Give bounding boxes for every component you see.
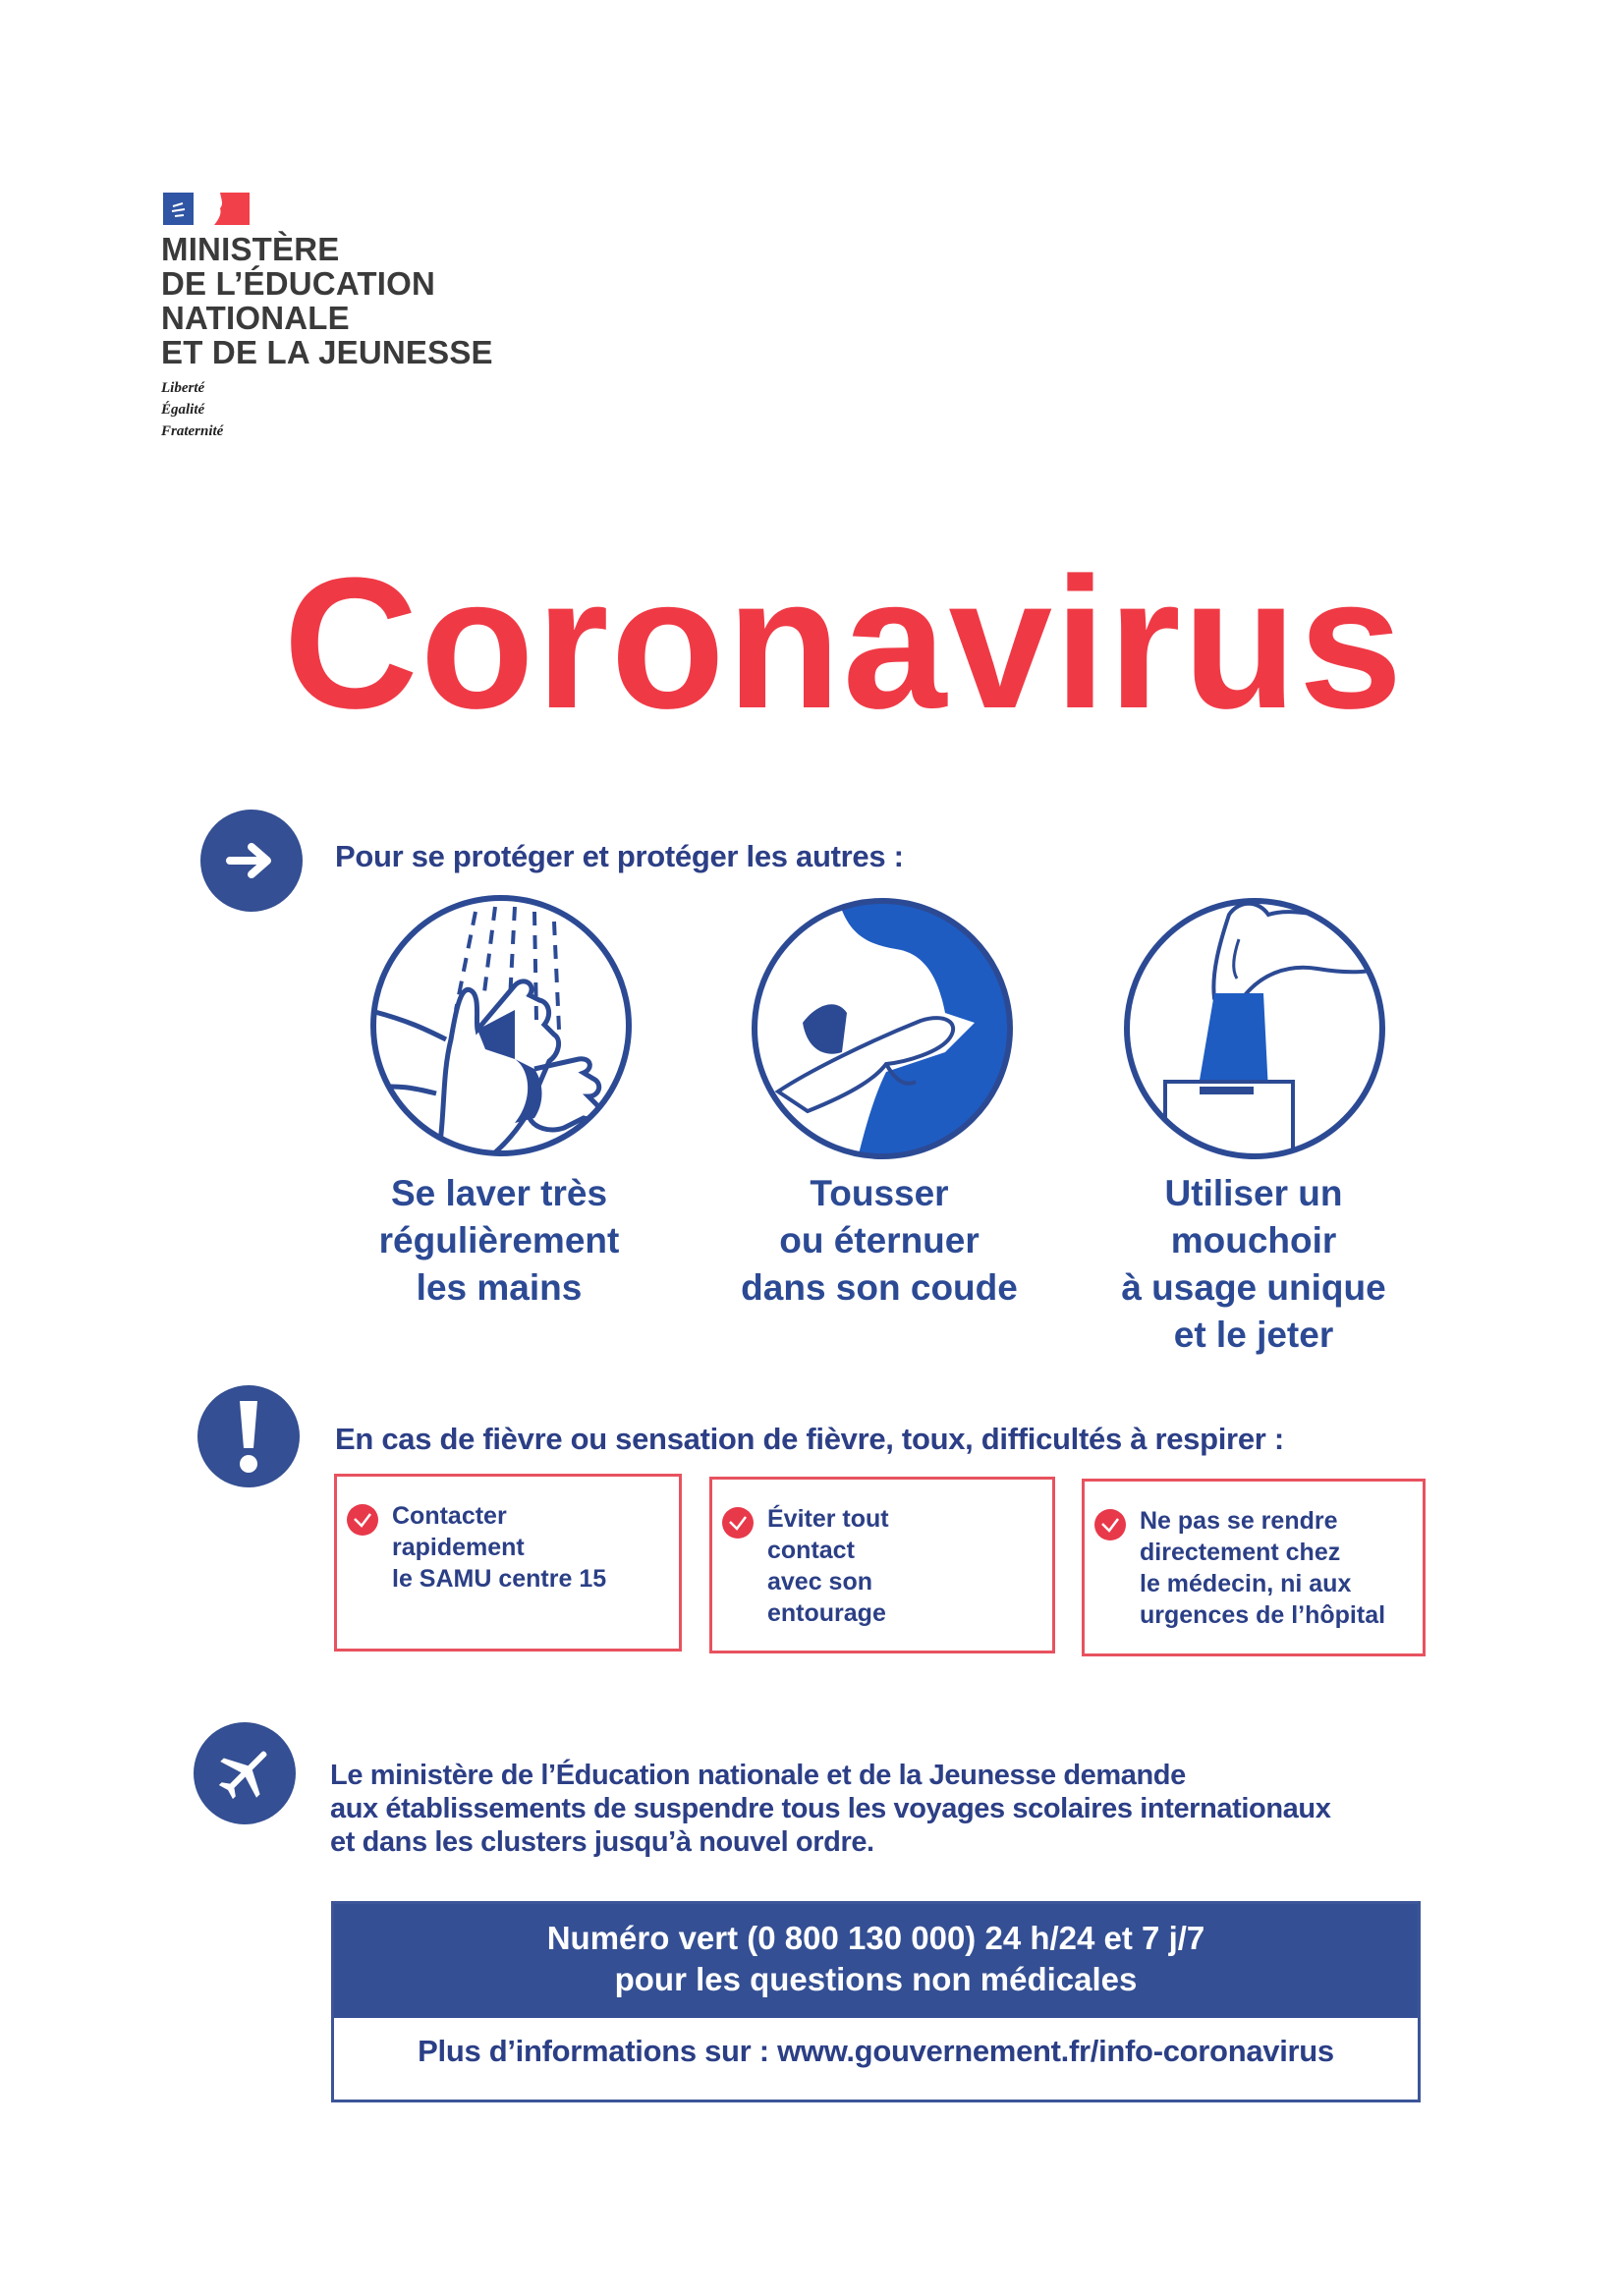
hotline-subtitle: pour les questions non médicales [614, 1961, 1138, 1997]
page-title: Coronavirus [283, 539, 1405, 748]
action-text [767, 1503, 889, 1629]
ministry-line: ET DE LA JEUNESSE [161, 334, 493, 370]
check-icon [1094, 1509, 1126, 1540]
action-line: avec son [767, 1568, 873, 1596]
marianne-flag-logo [163, 193, 250, 225]
caption-line: et le jeter [1173, 1315, 1334, 1355]
caption-line: Utiliser un [1164, 1173, 1343, 1213]
action-line: urgences de l’hôpital [1140, 1601, 1386, 1629]
cough-in-elbow-illustration [749, 895, 1016, 1162]
caption-line: régulièrement [378, 1220, 620, 1260]
action-line: le médecin, ni aux [1140, 1570, 1352, 1597]
caption-line: ou éternuer [779, 1220, 980, 1260]
republic-motto [161, 377, 223, 442]
action-line: Ne pas se rendre [1140, 1507, 1338, 1535]
travel-line: et dans les clusters jusqu’à nouvel ordre. [330, 1826, 874, 1858]
action-box-avoid-contact [709, 1477, 1055, 1653]
flag-icon [163, 193, 250, 225]
action-box-no-doctor-visit [1082, 1479, 1426, 1656]
action-line: directement chez [1140, 1539, 1341, 1566]
hand-washing-illustration [367, 892, 635, 1159]
hotline-banner [334, 1904, 1418, 2018]
action-line: rapidement [392, 1534, 525, 1561]
airplane-icon [194, 1722, 296, 1824]
ministry-line: NATIONALE [161, 300, 350, 336]
caption-line: Tousser [810, 1173, 949, 1213]
action-line: contact [767, 1537, 855, 1564]
action-line: le SAMU centre 15 [392, 1565, 607, 1593]
action-line: entourage [767, 1599, 886, 1627]
more-info-link[interactable]: Plus d’informations sur : www.gouvernement.fr/info-coronavirus [418, 2034, 1334, 2068]
gesture-caption-handwash [332, 1170, 666, 1312]
motto-egalite: Égalité [161, 402, 205, 418]
tissue-box-illustration [1121, 895, 1388, 1162]
check-icon [347, 1504, 378, 1536]
gesture-caption-cough [712, 1170, 1046, 1312]
action-line: Éviter tout [767, 1505, 889, 1533]
arrow-right-icon [200, 810, 303, 912]
hotline-number: Numéro vert (0 800 130 000) 24 h/24 et 7 j/7 [546, 1920, 1205, 1956]
motto-fraternite: Fraternité [161, 423, 224, 439]
gesture-caption-tissue [1087, 1170, 1421, 1359]
info-box [331, 1901, 1421, 2102]
action-text [1140, 1505, 1385, 1631]
ministry-name [161, 232, 493, 369]
action-box-call-samu [334, 1474, 682, 1652]
ministry-line: MINISTÈRE [161, 231, 340, 267]
ministry-line: DE L’ÉDUCATION [161, 265, 436, 302]
travel-notice [330, 1759, 1330, 1859]
action-line: Contacter [392, 1502, 507, 1530]
exclamation-icon [197, 1385, 300, 1487]
action-text [392, 1500, 606, 1595]
caption-line: Se laver très [390, 1173, 608, 1213]
caption-line: dans son coude [741, 1267, 1018, 1308]
caption-line: les mains [416, 1267, 583, 1308]
caption-line: à usage unique [1121, 1267, 1386, 1308]
protect-heading: Pour se protéger et protéger les autres : [335, 839, 904, 873]
caption-line: mouchoir [1170, 1220, 1337, 1260]
travel-line: aux établissements de suspendre tous les voyages scolaires internationaux [330, 1793, 1331, 1824]
check-icon [722, 1507, 754, 1539]
travel-line: Le ministère de l’Éducation nationale et de la Jeunesse demande [330, 1760, 1186, 1791]
motto-liberte: Liberté [161, 380, 205, 396]
symptoms-heading: En cas de fièvre ou sensation de fièvre, toux, difficultés à respirer : [335, 1422, 1284, 1456]
